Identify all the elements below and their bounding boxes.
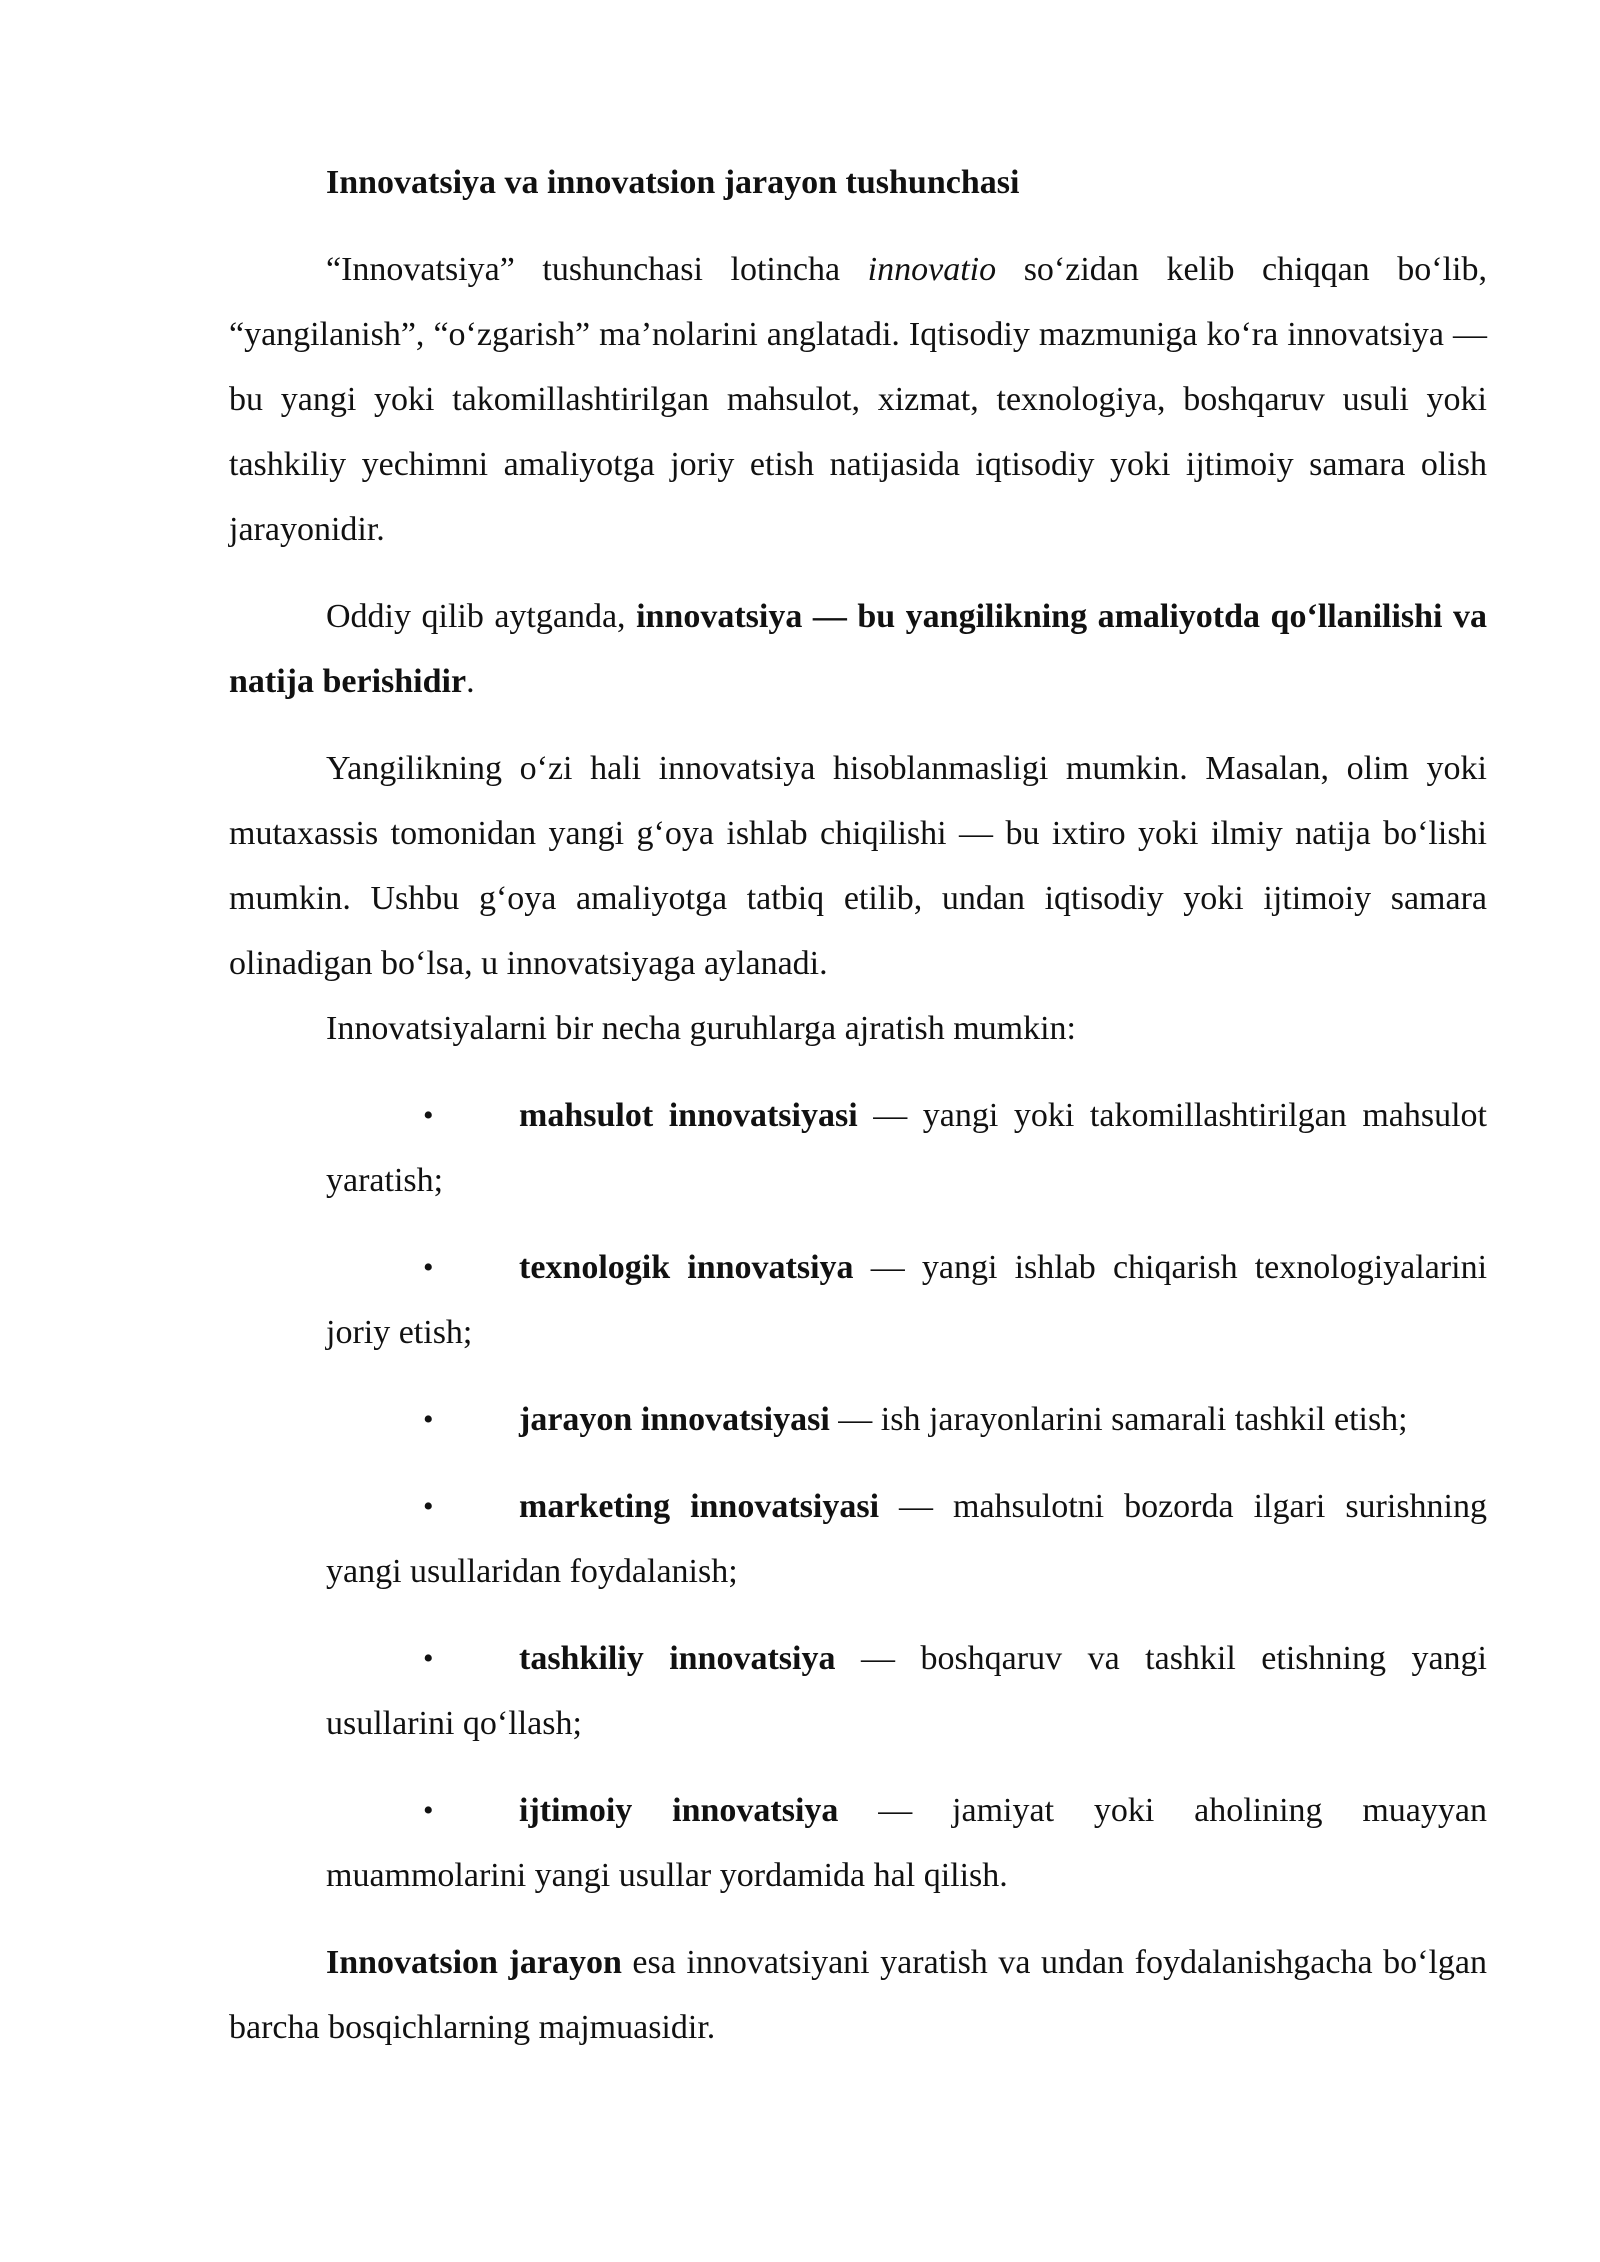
list-item-term: jarayon innovatsiyasi bbox=[519, 1401, 830, 1438]
section-title: Innovatsiya va innovatsion jarayon tushunchasi bbox=[326, 164, 1020, 201]
paragraph-invention-vs-innovation: Yangilikning o‘zi hali innovatsiya hisoblanmasligi mumkin. Masalan, olim yoki mutaxassis tomonidan yangi g‘oya ishlab chiqilishi — bu ixtiro yoki ilmiy natija bo‘lishi mumkin. Ushbu g‘oya amaliyotga tatbiq etilib, undan iqtisodiy yoki ijtimoiy samara olinadigan bo‘lsa, u innovatsiyaga aylanadi. bbox=[229, 750, 1487, 982]
list-item-desc: — mahsulotni bozorda ilgari surishning yangi usullaridan foydalanish; bbox=[326, 1488, 1487, 1590]
paragraph-definition-text-a: “Innovatsiya” tushunchasi lotincha bbox=[326, 251, 868, 288]
paragraph-simple-bold: innovatsiya — bu yangilikning amaliyotda qo‘llanilishi va natija berishidir bbox=[229, 598, 1487, 700]
bullet-icon: • bbox=[423, 1251, 434, 1284]
list-item-desc: — boshqaruv va tashkil etishning yangi usullarini qo‘llash; bbox=[326, 1640, 1487, 1742]
paragraph-definition bbox=[229, 237, 1487, 562]
list-item bbox=[326, 1474, 1487, 1604]
paragraph-definition-text-b: so‘zidan kelib chiqqan bo‘lib, “yangilanish”, “o‘zgarish” ma’nolarini anglatadi. Iqtisodiy mazmuniga ko‘ra innovatsiya — bu yangi yoki takomillashtirilgan mahsulot, xizmat, texnologiya, boshqaruv usuli yoki tashkiliy yechimni amaliyotga joriy etish natijasida iqtisodiy yoki ijtimoiy samara olish jarayonidir. bbox=[229, 251, 1487, 548]
latin-term: innovatio bbox=[867, 251, 997, 288]
paragraph-simple-text-a: Oddiy qilib aytganda, bbox=[326, 598, 637, 635]
list-item-term: mahsulot innovatsiyasi bbox=[519, 1097, 858, 1134]
list-item-desc: — ish jarayonlarini samarali tashkil etish; bbox=[829, 1401, 1408, 1438]
bullet-icon: • bbox=[423, 1794, 434, 1827]
list-item bbox=[326, 1387, 1487, 1452]
list-item bbox=[326, 1778, 1487, 1908]
list-item-term: marketing innovatsiyasi bbox=[519, 1488, 880, 1525]
list-intro: Innovatsiyalarni bir necha guruhlarga ajratish mumkin: bbox=[326, 1010, 1076, 1047]
list-item-term: ijtimoiy innovatsiya bbox=[519, 1792, 839, 1829]
list-item-desc: — jamiyat yoki aholining muayyan muammolarini yangi usullar yordamida hal qilish. bbox=[326, 1792, 1487, 1894]
paragraph-process-bold: Innovatsion jarayon bbox=[326, 1944, 622, 1981]
bullet-icon: • bbox=[423, 1099, 434, 1132]
paragraph-simple-definition bbox=[229, 584, 1487, 714]
list-item bbox=[326, 1083, 1487, 1213]
list-item bbox=[326, 1235, 1487, 1365]
bullet-icon: • bbox=[423, 1642, 434, 1675]
list-item bbox=[326, 1626, 1487, 1756]
document-page bbox=[229, 150, 1487, 2060]
paragraph-simple-text-b: . bbox=[466, 663, 475, 700]
list-item-desc: — yangi yoki takomillashtirilgan mahsulot yaratish; bbox=[326, 1097, 1487, 1199]
paragraph-process-text: esa innovatsiyani yaratish va undan foydalanishgacha bo‘lgan barcha bosqichlarning majmuasidir. bbox=[229, 1944, 1488, 2046]
list-item-desc: — yangi ishlab chiqarish texnologiyalarini joriy etish; bbox=[326, 1249, 1488, 1351]
list-item-term: texnologik innovatsiya bbox=[519, 1249, 854, 1286]
bullet-icon: • bbox=[423, 1490, 434, 1523]
bullet-icon: • bbox=[423, 1403, 434, 1436]
innovation-types-list bbox=[229, 1083, 1487, 1908]
paragraph-innovation-process bbox=[229, 1930, 1487, 2060]
list-item-term: tashkiliy innovatsiya bbox=[519, 1640, 836, 1677]
